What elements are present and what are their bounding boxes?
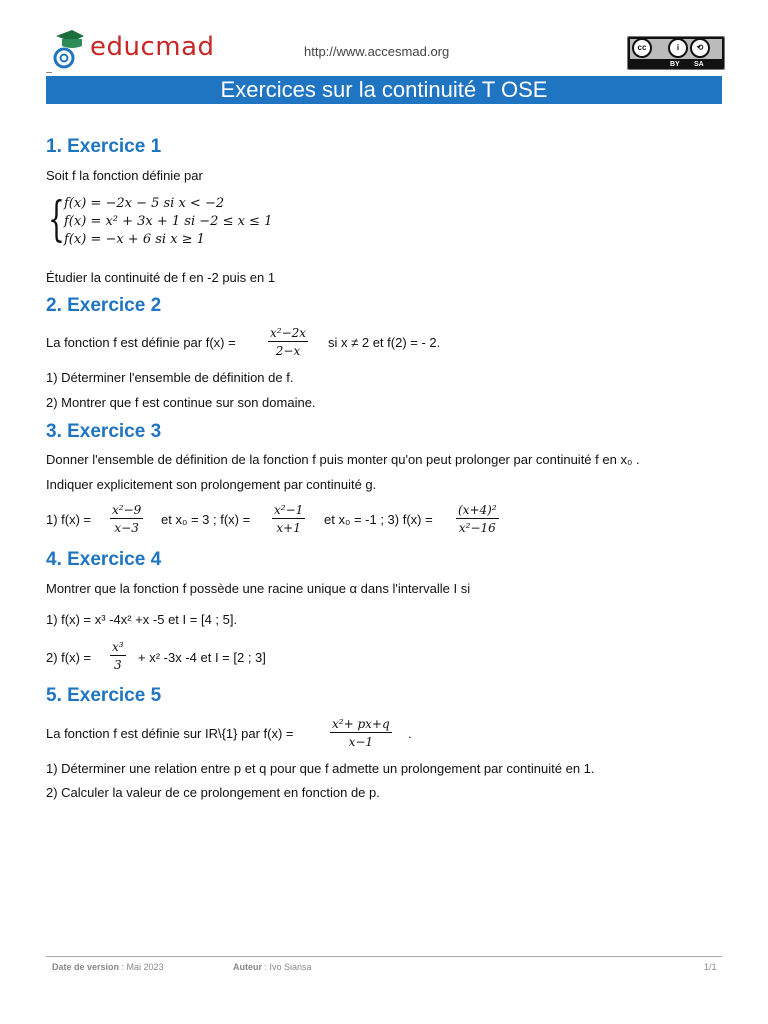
- exercise-5-question-2: 2) Calculer la valeur de ce prolongement en fonction de p.: [46, 785, 380, 800]
- footer-divider: [46, 956, 722, 957]
- fraction-denominator: 3: [113, 658, 122, 672]
- fraction-numerator: x²+ px+q: [332, 717, 390, 731]
- educmad-logo-icon: [50, 28, 90, 70]
- exercise-2-fraction: [268, 326, 308, 358]
- license-by-label: BY: [670, 61, 680, 68]
- exercise-4-question-1: 1) f(x) = x³ -4x² +x -5 et I = [4 ; 5].: [46, 612, 238, 627]
- author-label: Auteur: [233, 962, 262, 972]
- fraction-numerator: x²−9: [112, 503, 142, 517]
- fraction-denominator: 2−x: [275, 344, 301, 358]
- cc-icon: cc: [632, 38, 652, 58]
- exercise-3-part-1-label: 1) f(x) =: [46, 512, 92, 527]
- site-url[interactable]: http://www.accesmad.org: [304, 44, 450, 59]
- divider: [46, 72, 52, 73]
- by-icon: i: [668, 38, 688, 58]
- sa-icon: ⟲: [690, 38, 710, 58]
- fraction-denominator: x+1: [276, 521, 301, 535]
- version-label: Date de version: [52, 962, 120, 972]
- fraction-numerator: x²−2x: [270, 326, 307, 340]
- cc-license-badge[interactable]: [627, 36, 725, 70]
- brace-icon: {: [48, 191, 65, 247]
- exercise-4-heading: 4. Exercice 4: [46, 549, 162, 570]
- exercise-3-fraction-2: [272, 503, 305, 535]
- version-value: : Mai 2023: [121, 962, 164, 972]
- exercise-3-heading: 3. Exercice 3: [46, 421, 162, 442]
- exercise-5-heading: 5. Exercice 5: [46, 685, 162, 706]
- exercise-2-question-2: 2) Montrer que f est continue sur son domaine.: [46, 395, 316, 410]
- exercise-3-line-2: Indiquer explicitement son prolongement par continuité g.: [46, 477, 377, 492]
- exercise-2-heading: 2. Exercice 2: [46, 295, 162, 316]
- exercise-5-fraction: [330, 717, 392, 749]
- exercise-3-fraction-1: [110, 503, 143, 535]
- fraction-denominator: x−1: [348, 735, 374, 749]
- exercise-3-line-1: Donner l'ensemble de définition de la fonction f puis monter qu'on peut prolonger par continuité f en x₀ .: [46, 452, 640, 467]
- exercise-1-case-3: f(x) = −x + 6 si x ≥ 1: [64, 232, 205, 247]
- fraction-numerator: (x+4)²: [458, 503, 497, 517]
- exercise-5-definition: La fonction f est définie sur IR\{1} par f(x) =: [46, 726, 294, 741]
- exercise-5-period: .: [408, 726, 412, 741]
- footer-author: [233, 962, 312, 972]
- exercise-4-intro: Montrer que la fonction f possède une racine unique α dans l'intervalle I si: [46, 581, 471, 596]
- exercise-2-question-1: 1) Déterminer l'ensemble de définition de f.: [46, 370, 294, 385]
- fraction-numerator: x³: [112, 640, 124, 654]
- exercise-1-intro: Soit f la fonction définie par: [46, 168, 203, 183]
- fraction-denominator: x²−16: [458, 521, 496, 535]
- exercise-1-task: Étudier la continuité de f en -2 puis en 1: [46, 270, 276, 285]
- exercise-3-part-1-condition: et x₀ = 3 ; f(x) =: [161, 512, 251, 527]
- fraction-numerator: x²−1: [274, 503, 304, 517]
- exercise-1-case-2: f(x) = x² + 3x + 1 si −2 ≤ x ≤ 1: [64, 214, 273, 229]
- exercise-2-definition: La fonction f est définie par f(x) =: [46, 335, 236, 350]
- exercise-4-fraction: [110, 640, 126, 672]
- fraction-denominator: x−3: [114, 521, 139, 535]
- exercise-5-question-1: 1) Déterminer une relation entre p et q pour que f admette un prolongement par continuité en 1.: [46, 761, 595, 776]
- exercise-1-heading: 1. Exercice 1: [46, 136, 162, 157]
- exercise-1-case-1: f(x) = −2x − 5 si x < −2: [64, 196, 225, 211]
- page-title: Exercices sur la continuité T OSE: [46, 76, 722, 104]
- logo-text: educmad: [90, 32, 215, 62]
- exercise-4-question-2-rest: + x² -3x -4 et I = [2 ; 3]: [138, 650, 266, 665]
- license-sa-label: SA: [694, 61, 704, 68]
- exercise-4-question-2-label: 2) f(x) =: [46, 650, 92, 665]
- exercise-3-fraction-3: [456, 503, 499, 535]
- exercise-2-condition: si x ≠ 2 et f(2) = - 2.: [328, 335, 441, 350]
- exercise-3-part-2-condition: et x₀ = -1 ; 3) f(x) =: [324, 512, 433, 527]
- footer-version: [52, 962, 164, 972]
- page-number: 1/1: [704, 962, 717, 972]
- author-value: : Ivo Siansa: [264, 962, 312, 972]
